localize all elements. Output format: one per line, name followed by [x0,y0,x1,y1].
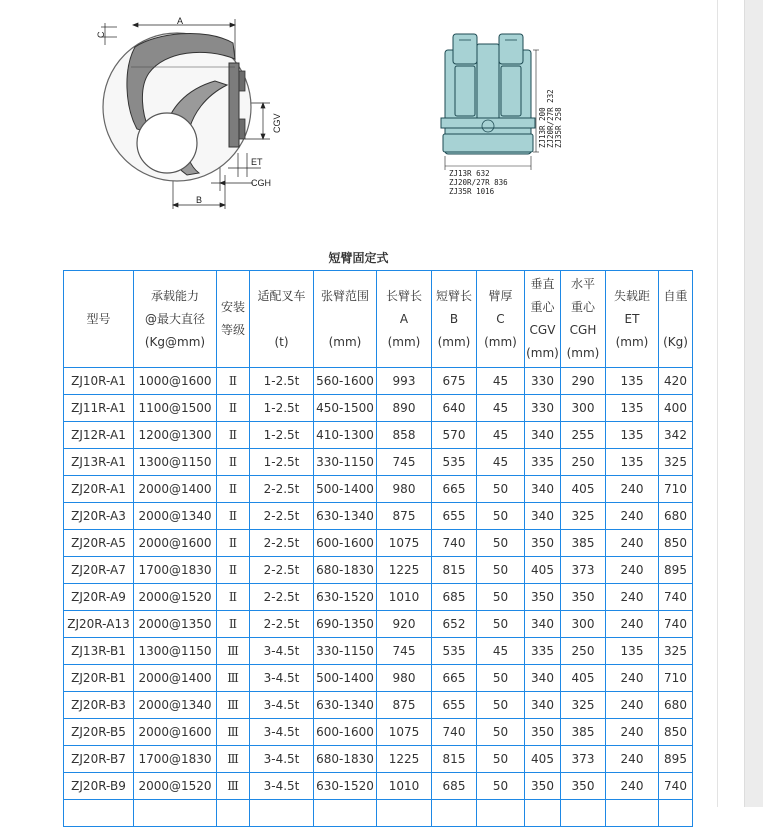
table-cell: 690-1350 [314,611,377,638]
table-cell: 850 [659,530,693,557]
table-cell: 630-1520 [314,584,377,611]
table-cell: 2-2.5t [250,476,314,503]
table-cell: 330-1150 [314,449,377,476]
table-cell: 535 [432,638,477,665]
table-cell: 405 [561,476,606,503]
table-cell [134,800,217,827]
table-cell: ZJ13R-B1 [64,638,134,665]
table-cell: Ⅱ [217,476,250,503]
table-cell: 2-2.5t [250,557,314,584]
table-cell: 45 [477,449,525,476]
column-header-line: (mm) [437,334,471,349]
table-cell: 1075 [377,530,432,557]
column-header [659,271,693,368]
table-cell: 350 [561,773,606,800]
table-row [64,638,693,665]
table-row [64,746,693,773]
table-cell: 240 [606,557,659,584]
table-cell: 340 [525,422,561,449]
table-cell: 135 [606,422,659,449]
table-cell: 330-1150 [314,638,377,665]
table-cell: 45 [477,368,525,395]
table-cell: 50 [477,584,525,611]
table-cell: 300 [561,611,606,638]
table-cell: ZJ20R-B5 [64,719,134,746]
table-cell [314,800,377,827]
table-cell: 875 [377,503,432,530]
table-cell [217,800,250,827]
column-header-line [314,308,376,331]
table-row [64,395,693,422]
table-cell: 50 [477,476,525,503]
column-header [561,271,606,368]
table-cell: 2-2.5t [250,503,314,530]
table-cell: 2000@1350 [134,611,217,638]
column-header [314,271,377,368]
table-row [64,557,693,584]
table-cell: 890 [377,395,432,422]
table-cell: Ⅲ [217,665,250,692]
table-cell: 500-1400 [314,476,377,503]
clamp-front-view-diagram [435,30,563,200]
column-header-line [659,308,692,331]
table-cell: 50 [477,557,525,584]
table-row [64,611,693,638]
table-cell: 1000@1600 [134,368,217,395]
table-cell: 2000@1600 [134,530,217,557]
side-dim-zj13r: ZJ13R 200 [538,107,547,148]
dim-a-label: A [177,16,184,26]
table-cell: 350 [561,584,606,611]
table-cell: Ⅲ [217,719,250,746]
table-cell: 335 [525,638,561,665]
table-cell: 1100@1500 [134,395,217,422]
table-cell: ZJ20R-B1 [64,665,134,692]
table-cell: ZJ20R-A7 [64,557,134,584]
table-cell: 340 [525,692,561,719]
table-cell: 450-1500 [314,395,377,422]
table-cell: Ⅱ [217,503,250,530]
table-cell: 420 [659,368,693,395]
table-cell: ZJ20R-A1 [64,476,134,503]
table-cell: 325 [561,692,606,719]
table-cell: 993 [377,368,432,395]
column-header-line: 失载距 [613,288,650,303]
table-cell: 2000@1520 [134,773,217,800]
table-row [64,422,693,449]
scrollbar-track[interactable] [744,0,763,807]
table-cell [659,800,693,827]
table-cell: ZJ20R-A5 [64,530,134,557]
table-cell: 665 [432,665,477,692]
table-cell: 745 [377,638,432,665]
column-header-line: 自重 [663,288,688,303]
table-cell: 2000@1400 [134,665,217,692]
table-cell: 3-4.5t [250,692,314,719]
table-cell: 2000@1340 [134,503,217,530]
column-header-line [250,308,313,331]
table-cell: 240 [606,719,659,746]
table-cell: 340 [525,503,561,530]
column-header-line: 张臂范围 [320,288,369,303]
column-header-line: (mm) [526,346,559,360]
column-header-line: (mm) [328,334,362,349]
table-cell: 405 [525,746,561,773]
column-header-line: CGV [529,323,556,337]
column-header-line: CGH [569,323,597,337]
column-header-line: B [449,311,459,326]
table-row [64,692,693,719]
table-cell: 740 [432,530,477,557]
column-header-line: (mm) [615,334,649,349]
table-cell: 240 [606,611,659,638]
table-cell: 1225 [377,557,432,584]
table-row [64,368,693,395]
table-cell: 330 [525,395,561,422]
table-cell: 680 [659,692,693,719]
table-cell [377,800,432,827]
column-header-line: 臂厚 [488,288,513,303]
table-cell: 50 [477,746,525,773]
table-cell: 240 [606,692,659,719]
column-header-line: @最大直径 [144,311,205,326]
column-header-line: 短臂长 [435,288,472,303]
table-cell: ZJ20R-B9 [64,773,134,800]
table-cell: 255 [561,422,606,449]
table-cell: 240 [606,503,659,530]
table-header [64,271,693,368]
table-cell: Ⅱ [217,611,250,638]
table-row [64,476,693,503]
table-cell: 325 [659,638,693,665]
table-cell: 1200@1300 [134,422,217,449]
table-cell: 815 [432,557,477,584]
table-cell: 240 [606,584,659,611]
table-cell: 335 [525,449,561,476]
table-cell: 1-2.5t [250,395,314,422]
table-cell: 240 [606,746,659,773]
table-cell: 3-4.5t [250,746,314,773]
table-cell: 740 [659,611,693,638]
table-cell: 3-4.5t [250,638,314,665]
table-cell: 250 [561,449,606,476]
table-cell: 45 [477,395,525,422]
column-header-line: 承载能力 [150,288,199,303]
table-cell: Ⅲ [217,638,250,665]
front-dim-zj13r: ZJ13R 632 [449,169,490,178]
table-cell: 1700@1830 [134,557,217,584]
column-header-line: 垂直 [530,277,555,291]
table-cell: 405 [525,557,561,584]
table-cell: 300 [561,395,606,422]
table-cell: 240 [606,773,659,800]
dim-cgv-label: CGV [272,113,282,133]
table-cell: 680-1830 [314,746,377,773]
table-cell: 2-2.5t [250,584,314,611]
table-cell: 135 [606,395,659,422]
table-cell: 1-2.5t [250,449,314,476]
table-cell: 560-1600 [314,368,377,395]
side-dim-zj35r: ZJ35R 258 [554,107,563,148]
table-cell [477,800,525,827]
table-cell: 45 [477,638,525,665]
table-cell: Ⅱ [217,422,250,449]
table-cell: 50 [477,503,525,530]
table-cell: 680-1830 [314,557,377,584]
table-row [64,665,693,692]
table-cell: Ⅱ [217,395,250,422]
table-cell: ZJ20R-A13 [64,611,134,638]
front-dim-zj20r: ZJ20R/27R 836 [449,178,508,187]
table-cell: 710 [659,665,693,692]
table-cell: 895 [659,746,693,773]
table-cell: 1010 [377,773,432,800]
table-cell [525,800,561,827]
table-cell: Ⅱ [217,449,250,476]
table-cell: 685 [432,584,477,611]
column-header-line: 等级 [220,323,245,337]
column-header [250,271,314,368]
table-cell: 342 [659,422,693,449]
column-header-line: 重心 [570,300,595,314]
table-cell: 250 [561,638,606,665]
header-row [64,271,693,368]
table-cell: 135 [606,638,659,665]
table-cell: 2000@1600 [134,719,217,746]
table-row [64,584,693,611]
table-cell: 350 [525,773,561,800]
table-cell: ZJ13R-A1 [64,449,134,476]
table-cell: 710 [659,476,693,503]
table-cell: 2000@1400 [134,476,217,503]
spec-table [63,270,693,827]
table-cell: 50 [477,719,525,746]
table-cell: 340 [525,476,561,503]
dim-b-label: B [196,195,203,205]
column-header-line: 水平 [570,277,595,291]
table-cell: 240 [606,665,659,692]
table-row [64,449,693,476]
table-cell: 920 [377,611,432,638]
side-dim-zj20r: ZJ20R/27R 232 [546,89,555,148]
column-header [525,271,561,368]
table-cell: 535 [432,449,477,476]
table-title: 短臂固定式 [328,251,389,265]
table-cell: 655 [432,503,477,530]
column-header-line: (mm) [566,346,600,360]
column-header-line: A [399,311,409,326]
table-cell: 340 [525,611,561,638]
column-header [217,271,250,368]
table-cell: 680 [659,503,693,530]
table-cell: 740 [659,584,693,611]
table-cell: ZJ20R-A9 [64,584,134,611]
column-header-line: (Kg@mm) [144,334,206,349]
table-cell: 980 [377,476,432,503]
table-cell: 665 [432,476,477,503]
column-header-line: ET [624,311,640,326]
table-cell: ZJ20R-B7 [64,746,134,773]
table-cell: 2-2.5t [250,611,314,638]
front-dim-zj35r: ZJ35R 1016 [449,187,495,196]
table-cell [432,800,477,827]
table-cell: 385 [561,530,606,557]
table-cell: ZJ20R-B3 [64,692,134,719]
table-cell: Ⅲ [217,773,250,800]
table-cell: 45 [477,422,525,449]
column-header [377,271,432,368]
dim-c-label: C [96,31,106,38]
column-header-line: 安装 [220,300,245,314]
table-cell: 2000@1340 [134,692,217,719]
table-cell: 135 [606,449,659,476]
table-cell [250,800,314,827]
table-cell: 350 [525,719,561,746]
table-cell: 410-1300 [314,422,377,449]
table-cell: 1300@1150 [134,449,217,476]
table-cell: 50 [477,611,525,638]
table-cell: ZJ11R-A1 [64,395,134,422]
table-cell: 875 [377,692,432,719]
table-cell: 1700@1830 [134,746,217,773]
table-cell: 3-4.5t [250,719,314,746]
table-cell [561,800,606,827]
table-row [64,719,693,746]
table-cell: 330 [525,368,561,395]
table-cell: 630-1340 [314,503,377,530]
column-header [64,271,134,368]
table-cell: 630-1520 [314,773,377,800]
table-cell: 1075 [377,719,432,746]
table-cell: 50 [477,530,525,557]
table-cell: 895 [659,557,693,584]
table-cell: 1225 [377,746,432,773]
table-cell: 50 [477,773,525,800]
table-cell: 240 [606,476,659,503]
table-cell: Ⅱ [217,530,250,557]
column-header-line: (t) [274,334,289,349]
table-cell: 2-2.5t [250,530,314,557]
table-cell: Ⅲ [217,746,250,773]
table-cell: ZJ12R-A1 [64,422,134,449]
table-cell: 980 [377,665,432,692]
table-cell: 850 [659,719,693,746]
table-cell: 2000@1520 [134,584,217,611]
table-cell: 740 [659,773,693,800]
table-cell: 858 [377,422,432,449]
content-right-border [717,0,718,807]
table-cell: 1-2.5t [250,368,314,395]
table-cell: Ⅱ [217,368,250,395]
table-row [64,800,693,827]
table-cell: 400 [659,395,693,422]
table-cell: 50 [477,665,525,692]
table-cell: 600-1600 [314,719,377,746]
table-cell [64,800,134,827]
table-cell: 815 [432,746,477,773]
table-cell: 373 [561,557,606,584]
table-cell: 385 [561,719,606,746]
table-row [64,503,693,530]
table-cell: Ⅲ [217,692,250,719]
column-header [606,271,659,368]
table-cell: 1010 [377,584,432,611]
table-cell: 500-1400 [314,665,377,692]
table-row [64,530,693,557]
table-cell: 290 [561,368,606,395]
table-cell: ZJ10R-A1 [64,368,134,395]
column-header [134,271,217,368]
table-cell: ZJ20R-A3 [64,503,134,530]
table-cell: 740 [432,719,477,746]
column-header-line: (mm) [387,334,421,349]
column-header-line: (mm) [484,334,517,349]
column-header-line: C [496,311,505,326]
table-cell: 405 [561,665,606,692]
table-row [64,773,693,800]
column-header [477,271,525,368]
column-header-line: (Kg) [663,334,688,349]
column-header-line: 适配叉车 [257,288,306,303]
table-cell: 600-1600 [314,530,377,557]
table-body [64,368,693,827]
table-cell: Ⅱ [217,584,250,611]
table-cell: 325 [561,503,606,530]
table-cell: 340 [525,665,561,692]
table-cell: 685 [432,773,477,800]
dim-cgh-label: CGH [251,178,271,188]
table-cell: 1300@1150 [134,638,217,665]
table-cell: 50 [477,692,525,719]
table-cell: 652 [432,611,477,638]
dim-et-label: ET [251,157,263,167]
table-cell: 630-1340 [314,692,377,719]
table-cell: 745 [377,449,432,476]
table-cell: 675 [432,368,477,395]
table-cell [606,800,659,827]
table-cell: 350 [525,530,561,557]
clamp-side-view-diagram [95,15,285,210]
table-cell: 1-2.5t [250,422,314,449]
column-header-line: 重心 [530,300,555,314]
column-header [432,271,477,368]
table-cell: 325 [659,449,693,476]
table-cell: Ⅱ [217,557,250,584]
table-cell: 135 [606,368,659,395]
table-cell: 3-4.5t [250,773,314,800]
table-cell: 373 [561,746,606,773]
table-cell: 570 [432,422,477,449]
table-cell: 640 [432,395,477,422]
table-cell: 240 [606,530,659,557]
table-cell: 350 [525,584,561,611]
table-cell: 655 [432,692,477,719]
column-header-line: 型号 [86,311,111,326]
column-header-line: 长臂长 [385,288,422,303]
table-cell: 3-4.5t [250,665,314,692]
